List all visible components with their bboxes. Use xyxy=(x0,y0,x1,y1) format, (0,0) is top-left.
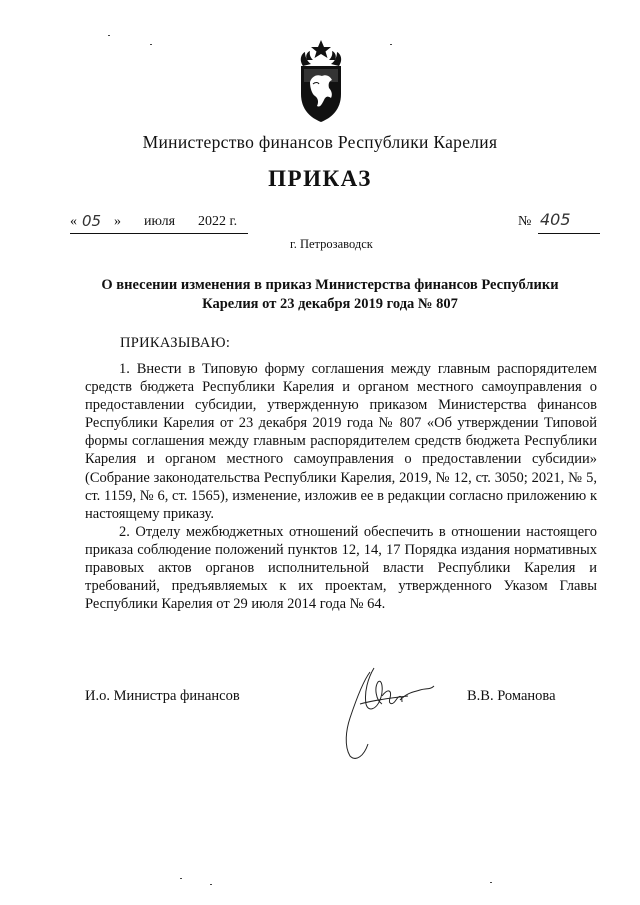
document-title: ПРИКАЗ xyxy=(268,166,372,191)
date-year: 2022 г. xyxy=(198,214,238,229)
paragraph-1: 1. Внести в Типовую форму соглашения между главным распорядителем средств бюджета Республики Карелия и органом местного самоуправления о предоставлении субсидии, утвержденную приказом Министерства финансов Республики Карелия от 23 декабря 2019 года № 807 «Об утверждении Типовой формы соглашения между главным распорядителем средств бюджета Республики Карелия и органом местного самоуправления о предоставлении субсидии» (Собрание законодательства Республики Карелия, 2019, № 12, ст. 3050; 2021, № 5, ст. 1159, № 6, ст. 1565), изменение, изложив ее в редакции согласно приложению к настоящему приказу. xyxy=(85,361,597,522)
scan-speck xyxy=(210,884,212,885)
date-day: 05 xyxy=(82,212,102,230)
scan-speck xyxy=(150,44,152,45)
decree-word: ПРИКАЗЫВАЮ: xyxy=(120,335,231,351)
city: г. Петрозаводск xyxy=(290,237,373,251)
date-month: июля xyxy=(144,214,176,229)
number-value: 405 xyxy=(540,210,571,229)
scan-speck xyxy=(490,882,492,883)
signatory-name: В.В. Романова xyxy=(467,688,556,704)
date-underline xyxy=(70,233,248,234)
scan-speck xyxy=(180,878,182,879)
order-subject: О внесении изменения в приказ Министерства финансов Республики Карелия от 23 декабря 2019 года № 807 xyxy=(101,277,559,312)
order-number xyxy=(518,212,600,234)
ministry-name: Министерство финансов Республики Карелия xyxy=(142,132,498,152)
paragraph-2: 2. Отделу межбюджетных отношений обеспечить в отношении настоящего приказа соблюдение положений пунктов 12, 14, 17 Порядка издания нормативных правовых актов органов исполнительной власти Республики Карелия и требований, предъявляемых к их проектам, утвержденного Указом Главы Республики Карелия от 29 июля 2014 года № 64. xyxy=(85,523,597,613)
signatory-position: И.о. Министра финансов xyxy=(85,688,240,704)
date-open-quote: « xyxy=(70,214,77,229)
number-sign: № xyxy=(518,214,532,229)
number-underline xyxy=(538,233,600,234)
date-close-quote: » xyxy=(114,214,121,229)
scan-speck xyxy=(108,35,110,36)
handwritten-signature xyxy=(330,660,445,770)
order-date xyxy=(70,214,250,234)
order-body xyxy=(85,360,597,613)
scan-speck xyxy=(390,44,392,45)
karelia-coat-of-arms-icon xyxy=(295,38,347,124)
